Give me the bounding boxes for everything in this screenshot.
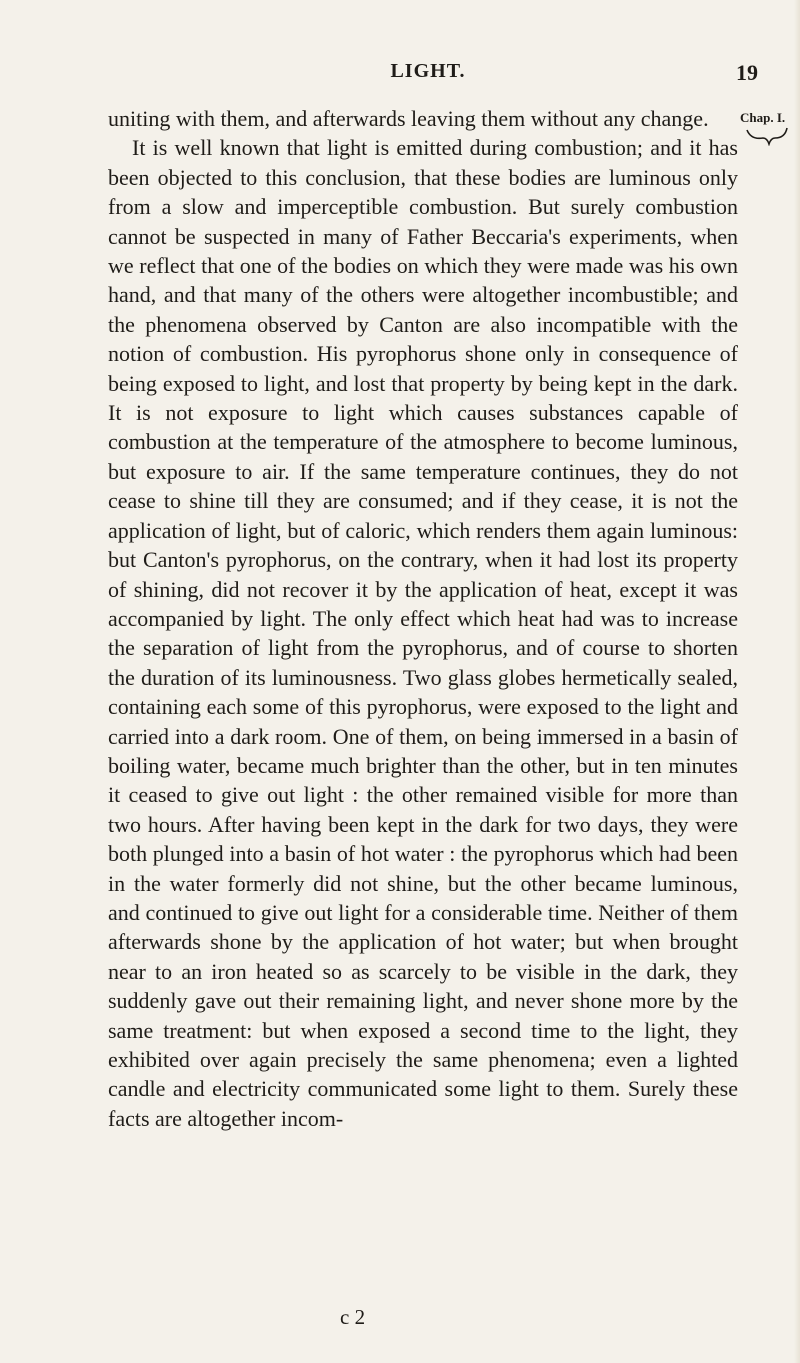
paragraph-continuation: uniting with them, and afterwards leaving them without any change. — [108, 106, 709, 131]
body-text — [108, 104, 738, 1133]
chapter-margin-note: Chap. I. — [740, 110, 786, 125]
running-head — [108, 60, 758, 96]
page-edge — [794, 0, 800, 1363]
page-number: 19 — [736, 60, 758, 85]
signature-mark: c 2 — [340, 1305, 366, 1329]
brace-icon — [745, 126, 789, 146]
paragraph-main: It is well known that light is emitted during combustion; and it has been objected to this conclusion, that these bodies are luminous only from a slow and imperceptible combustion. But surely combustion cannot be suspected in many of Father Beccaria's experiments, when we reflect that one of the bodies on which they were made was his own hand, and that many of the others were altogether incombustible; and the phenomena observed by Canton are also incompatible with the notion of combustion. His pyrophorus shone only in consequence of being exposed to light, and lost that property by being kept in the dark. It is not exposure to light which causes substances capable of combustion at the temperature of the atmosphere to become luminous, but exposure to air. If the same temperature continues, they do not cease to shine till they are consumed; and if they cease, it is not the application of light, but of caloric, which renders them again luminous: but Canton's pyrophorus, on the contrary, when it had lost its property of shining, did not recover it by the application of heat, except it was accompanied by light. The only effect which heat had was to increase the separation of light from the pyrophorus, and of course to shorten the duration of its luminousness. Two glass globes hermetically sealed, containing each some of this pyrophorus, were exposed to the light and carried into a dark room. One of them, on being immersed in a basin of boiling water, became much brighter than the other, but in ten minutes it ceased to give out light : the other remained visible for more than two hours. After having been kept in the dark for two days, they were both plunged into a basin of hot water : the pyrophorus which had been in the water formerly did not shine, but the other became luminous, and continued to give out light for a considerable time. Neither of them afterwards shone by the application of hot water; but when brought near to an iron heated so as scarcely to be visible in the dark, they suddenly gave out their remaining light, and never shone more by the same treatment: but when exposed a second time to the light, they exhibited over again precisely the same phenomena; even a lighted candle and electricity communicated some light to them. Surely these facts are altogether incom- — [108, 135, 738, 1131]
running-title: LIGHT. — [390, 60, 466, 82]
